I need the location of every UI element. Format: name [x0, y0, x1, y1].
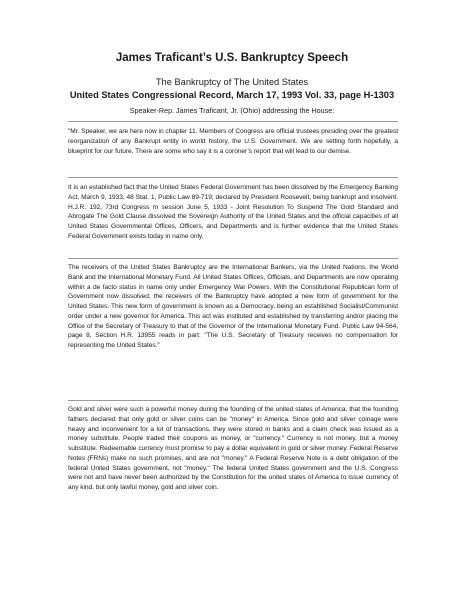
paragraph-3: The receivers of the United States Bankruptcy are the International Bankers, via the United Nations, the World Bank and the International Monetary Fund. All United States Offices, Officials, and Departments are now operating within a de facto status in name only under Emergency War Powers. With the Constitutional Republican form of Government now dissolved, the receivers of the Bankruptcy have adopted a new form of government for the United States. This new form of government is known as a Democracy, being an established Socialist/Communist order under a new governor for America. This act was instituted and established by transferring and/or placing the Office of the Secretary of Treasury to that of the Governor of the International Monetary Fund. Public Law 94-564, page 8, Section H.R. 13955 reads in part: "The U.S. Secretary of Treasury receives no compensation for representing the United States." — [68, 264, 398, 349]
document-title: James Traficant’s U.S. Bankruptcy Speech — [115, 52, 349, 64]
paragraph-2: It is an established fact that the United States Federal Government has been dissolved by the Emergency Banking Act, March 9, 1933, 48 Stat. 1, Public Law 89-719; declared by President Roosevelt, being bankrupt and insolvent. H.J.R. 192, 73rd Congress m session June 5, 1933 - Joint Resolution To Suspend The Gold Standard and Abrogate The Gold Clause dissolved the Sovereign Authority of the United States and the official capacities of all United States Governmental Offices, Officers, and Departments and is further evidence that the United States Federal Government exists today in name only. — [68, 184, 398, 240]
paragraph-1: "Mr. Speaker, we are here now in chapter 11. Members of Congress are official trustees presiding over the greatest reorganization of any Bankrupt entity in world history, the U.S. Government. We are setting forth hopefully, a blueprint for our future. There are some who say it is a coroner’s report that will lead to our demise. — [68, 128, 398, 155]
congressional-record-heading: United States Congressional Record, March 17, 1993 Vol. 33, page H-1303 — [69, 90, 395, 100]
divider — [68, 400, 398, 401]
speaker-line: Speaker-Rep. James Traficant, Jr. (Ohio) addressing the House: — [129, 106, 335, 115]
divider — [68, 121, 398, 122]
divider — [68, 258, 398, 259]
document-subtitle: The Bankruptcy of The United States — [155, 77, 309, 87]
divider — [68, 177, 398, 178]
paragraph-4: Gold and silver were such a powerful money during the founding of the united states of America, that the founding fathers declared that only gold or silver coins can be "money" in America. Since gold and silver coinage were heavy and inconvenient for a lot of transactions, they were stored in banks and a claim check was issued as a money substitute. People traded their coupons as money, or "currency." Currency is not money, but a money substitute. Redeemable currency must promise to pay a dollar equivalent in gold or silver money. Federal Reserve Notes (FRNs) make no such promises, and are not "money." A Federal Reserve Note is a debt obligation of the federal United States government, not "money." The federal United States government and the U.S. Congress were not and have never been authorized by the Constitution for the united states of America to issue currency of any kind, but only lawful money, gold and silver coin. — [68, 406, 398, 491]
